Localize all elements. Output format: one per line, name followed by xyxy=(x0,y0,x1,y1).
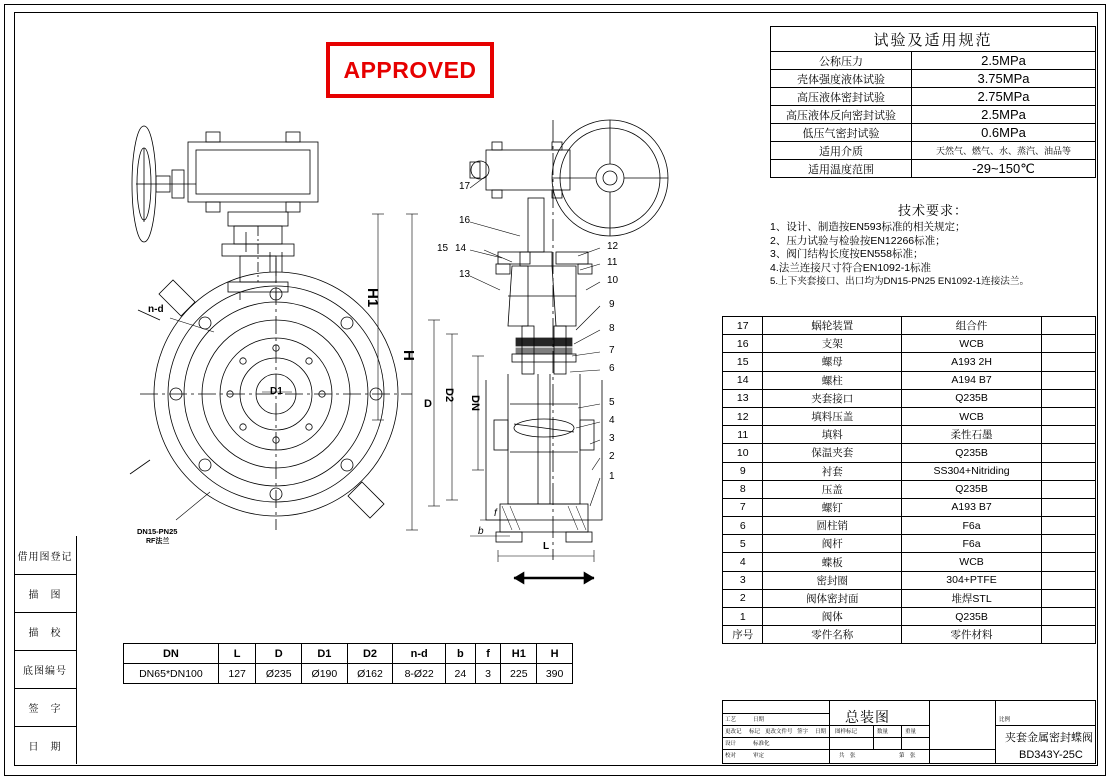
bom-name: 蝶板 xyxy=(763,553,902,571)
dim-l: L xyxy=(543,541,550,552)
dim-header: H xyxy=(537,644,573,664)
bom-material: A193 B7 xyxy=(902,498,1042,516)
model-code: BD343Y-25C xyxy=(1019,749,1083,761)
bom-name: 夹套接口 xyxy=(763,389,902,407)
bom-material: Q235B xyxy=(902,608,1042,626)
bom-table xyxy=(722,316,1096,644)
tb-label: 校对 xyxy=(725,753,737,759)
bom-extra xyxy=(1041,389,1095,407)
bom-extra xyxy=(1041,608,1095,626)
dim-cell: 127 xyxy=(218,664,256,684)
dim-cell: 390 xyxy=(537,664,573,684)
bom-extra xyxy=(1041,317,1095,335)
tb-label: 审定 xyxy=(753,753,765,759)
tech-line: 5.上下夹套接口、出口均为DN15-PN25 EN1092-1连接法兰。 xyxy=(770,276,1030,287)
bom-no: 9 xyxy=(723,462,763,480)
dim-cell: 24 xyxy=(446,664,476,684)
tb-label: 第 张 xyxy=(899,753,916,759)
callout-2: 2 xyxy=(609,451,615,462)
spec-key: 高压液体反向密封试验 xyxy=(771,106,912,124)
bom-extra xyxy=(1041,498,1095,516)
dim-h: H xyxy=(400,350,417,361)
strip-trace-draw: 描 图 xyxy=(14,574,76,612)
dim-cell: Ø235 xyxy=(256,664,302,684)
bom-name: 衬套 xyxy=(763,462,902,480)
callout-11: 11 xyxy=(607,257,618,268)
tb-label: 数量 xyxy=(877,729,889,735)
bom-name: 螺钉 xyxy=(763,498,902,516)
spec-value: -29~150℃ xyxy=(912,160,1096,178)
bom-no: 12 xyxy=(723,407,763,425)
bom-no: 16 xyxy=(723,335,763,353)
callout-9: 9 xyxy=(609,299,615,310)
dim-header: D xyxy=(256,644,302,664)
bom-material: F6a xyxy=(902,535,1042,553)
dim-cell: 3 xyxy=(475,664,501,684)
callout-16: 16 xyxy=(459,215,471,226)
bom-header-material: 零件材料 xyxy=(902,626,1042,644)
spec-table xyxy=(770,26,1096,178)
bom-extra xyxy=(1041,571,1095,589)
dim-header: DN xyxy=(124,644,219,664)
callout-1: 1 xyxy=(609,471,615,482)
flange-note-2: RF法兰 xyxy=(146,538,170,545)
bom-material: 柔性石墨 xyxy=(902,426,1042,444)
dimension-table xyxy=(123,643,573,684)
bom-extra xyxy=(1041,535,1095,553)
bom-material: A193 2H xyxy=(902,353,1042,371)
dim-header: b xyxy=(446,644,476,664)
bom-name: 螺母 xyxy=(763,353,902,371)
approved-stamp-label: APPROVED xyxy=(343,56,477,83)
title-block xyxy=(722,700,1096,764)
bom-extra xyxy=(1041,426,1095,444)
tb-label: 比例 xyxy=(999,717,1011,723)
spec-value: 2.5MPa xyxy=(912,52,1096,70)
callout-7: 7 xyxy=(609,345,615,356)
bom-extra xyxy=(1041,462,1095,480)
dim-cell: Ø162 xyxy=(347,664,393,684)
dim-header: D2 xyxy=(347,644,393,664)
dim-d: D xyxy=(424,398,432,410)
dim-header: D1 xyxy=(302,644,348,664)
bom-no: 7 xyxy=(723,498,763,516)
callout-12: 12 xyxy=(607,241,619,252)
bom-extra xyxy=(1041,589,1095,607)
bom-extra xyxy=(1041,335,1095,353)
spec-value: 2.5MPa xyxy=(912,106,1096,124)
dim-cell: 8-Ø22 xyxy=(393,664,446,684)
tb-label: 日期 xyxy=(753,717,765,723)
bom-material: 堆焊STL xyxy=(902,589,1042,607)
spec-value: 天然气、燃气、水、蒸汽、油品等 xyxy=(912,142,1096,160)
bom-name: 阀体密封面 xyxy=(763,589,902,607)
bom-extra xyxy=(1041,444,1095,462)
spec-value: 2.75MPa xyxy=(912,88,1096,106)
bom-no: 13 xyxy=(723,389,763,407)
flange-note-1: DN15-PN25 xyxy=(137,527,178,536)
bom-header-extra xyxy=(1041,626,1095,644)
bom-extra xyxy=(1041,480,1095,498)
bom-no: 11 xyxy=(723,426,763,444)
bom-extra xyxy=(1041,553,1095,571)
bom-name: 阀体 xyxy=(763,608,902,626)
bom-name: 密封圈 xyxy=(763,571,902,589)
callout-14: 14 xyxy=(455,243,467,254)
bom-material: SS304+Nitriding xyxy=(902,462,1042,480)
bom-extra xyxy=(1041,353,1095,371)
callout-8: 8 xyxy=(609,323,615,334)
dim-cell: 225 xyxy=(501,664,537,684)
bom-no: 2 xyxy=(723,589,763,607)
bom-extra xyxy=(1041,407,1095,425)
tech-line: 3、阀门结构长度按EN558标准； xyxy=(770,248,924,260)
bom-no: 3 xyxy=(723,571,763,589)
dim-nd: n-d xyxy=(148,304,164,315)
bom-material: WCB xyxy=(902,553,1042,571)
callout-5: 5 xyxy=(609,397,615,408)
bom-no: 1 xyxy=(723,608,763,626)
spec-key: 壳体强度液体试验 xyxy=(771,70,912,88)
bom-material: WCB xyxy=(902,335,1042,353)
spec-key: 低压气密封试验 xyxy=(771,124,912,142)
bom-header-name: 零件名称 xyxy=(763,626,902,644)
bom-name: 压盖 xyxy=(763,480,902,498)
bom-no: 15 xyxy=(723,353,763,371)
bom-no: 6 xyxy=(723,517,763,535)
tb-label: 重量 xyxy=(905,729,917,735)
bom-name: 保温夹套 xyxy=(763,444,902,462)
callout-3: 3 xyxy=(609,433,615,444)
bom-name: 圆柱销 xyxy=(763,517,902,535)
bom-material: WCB xyxy=(902,407,1042,425)
tb-label: 标记 xyxy=(749,729,761,735)
tb-label: 图样标记 xyxy=(835,729,858,735)
bom-no: 5 xyxy=(723,535,763,553)
spec-key: 适用温度范围 xyxy=(771,160,912,178)
spec-key: 适用介质 xyxy=(771,142,912,160)
bom-name: 螺柱 xyxy=(763,371,902,389)
bom-name: 填料压盖 xyxy=(763,407,902,425)
spec-key: 公称压力 xyxy=(771,52,912,70)
callout-6: 6 xyxy=(609,363,615,374)
bom-material: A194 B7 xyxy=(902,371,1042,389)
tb-label: 设计 xyxy=(725,741,737,747)
tech-line: 4.法兰连接尺寸符合EN1092-1标准 xyxy=(770,261,932,274)
tech-line: 1、设计、制造按EN593标准的相关规定； xyxy=(770,221,966,233)
callout-4: 4 xyxy=(609,415,615,426)
dim-b: b xyxy=(478,526,484,537)
spec-value: 3.75MPa xyxy=(912,70,1096,88)
bom-no: 8 xyxy=(723,480,763,498)
dim-header: H1 xyxy=(501,644,537,664)
strip-trace-check: 描 校 xyxy=(14,612,76,650)
bom-name: 填料 xyxy=(763,426,902,444)
strip-signature: 签 字 xyxy=(14,688,76,726)
bom-material: 组合件 xyxy=(902,317,1042,335)
tb-label: 工艺 xyxy=(725,717,737,723)
bom-no: 10 xyxy=(723,444,763,462)
strip-date: 日 期 xyxy=(14,726,76,764)
dim-cell: DN65*DN100 xyxy=(124,664,219,684)
spec-value: 0.6MPa xyxy=(912,124,1096,142)
strip-borrow-register: 借用图登记 xyxy=(17,551,73,563)
tb-label: 共 张 xyxy=(839,753,856,759)
dim-d2: D2 xyxy=(443,388,455,403)
drawing-name: 总装图 xyxy=(845,709,890,725)
bom-extra xyxy=(1041,371,1095,389)
bom-header-no: 序号 xyxy=(723,626,763,644)
technical-requirements xyxy=(770,200,1096,289)
bom-no: 14 xyxy=(723,371,763,389)
dim-d1: D1 xyxy=(270,386,283,397)
bom-name: 支架 xyxy=(763,335,902,353)
bom-material: Q235B xyxy=(902,389,1042,407)
bom-name: 蜗轮装置 xyxy=(763,317,902,335)
product-name: 夹套金属密封蝶阀 xyxy=(1005,732,1093,744)
bom-material: F6a xyxy=(902,517,1042,535)
dim-header: n-d xyxy=(393,644,446,664)
bom-material: Q235B xyxy=(902,444,1042,462)
bom-name: 阀杆 xyxy=(763,535,902,553)
dim-f: f xyxy=(494,508,497,519)
dim-header: f xyxy=(475,644,501,664)
callout-13: 13 xyxy=(459,269,471,280)
bom-no: 17 xyxy=(723,317,763,335)
strip-base-number: 底图编号 xyxy=(14,650,76,688)
bom-no: 4 xyxy=(723,553,763,571)
tech-line: 2、压力试验与检验按EN12266标准； xyxy=(770,234,946,247)
tech-title: 技术要求： xyxy=(897,203,968,218)
left-record-strip xyxy=(14,536,77,764)
bom-material: Q235B xyxy=(902,480,1042,498)
callout-10: 10 xyxy=(607,275,619,286)
tb-label: 签字 xyxy=(797,729,809,735)
spec-title: 试验及适用规范 xyxy=(771,27,1096,52)
tb-label: 更改文件号 xyxy=(765,729,793,735)
callout-17: 17 xyxy=(459,181,471,192)
callout-15: 15 xyxy=(437,243,449,254)
dim-dn: DN xyxy=(469,395,481,411)
bom-extra xyxy=(1041,517,1095,535)
spec-key: 高压液体密封试验 xyxy=(771,88,912,106)
dim-h1: H1 xyxy=(364,288,381,308)
dim-header: L xyxy=(218,644,256,664)
tb-label: 标准化 xyxy=(753,741,770,747)
bom-material: 304+PTFE xyxy=(902,571,1042,589)
tb-label: 更改记 xyxy=(725,729,742,735)
dim-cell: Ø190 xyxy=(302,664,348,684)
tb-label: 日期 xyxy=(815,729,827,735)
